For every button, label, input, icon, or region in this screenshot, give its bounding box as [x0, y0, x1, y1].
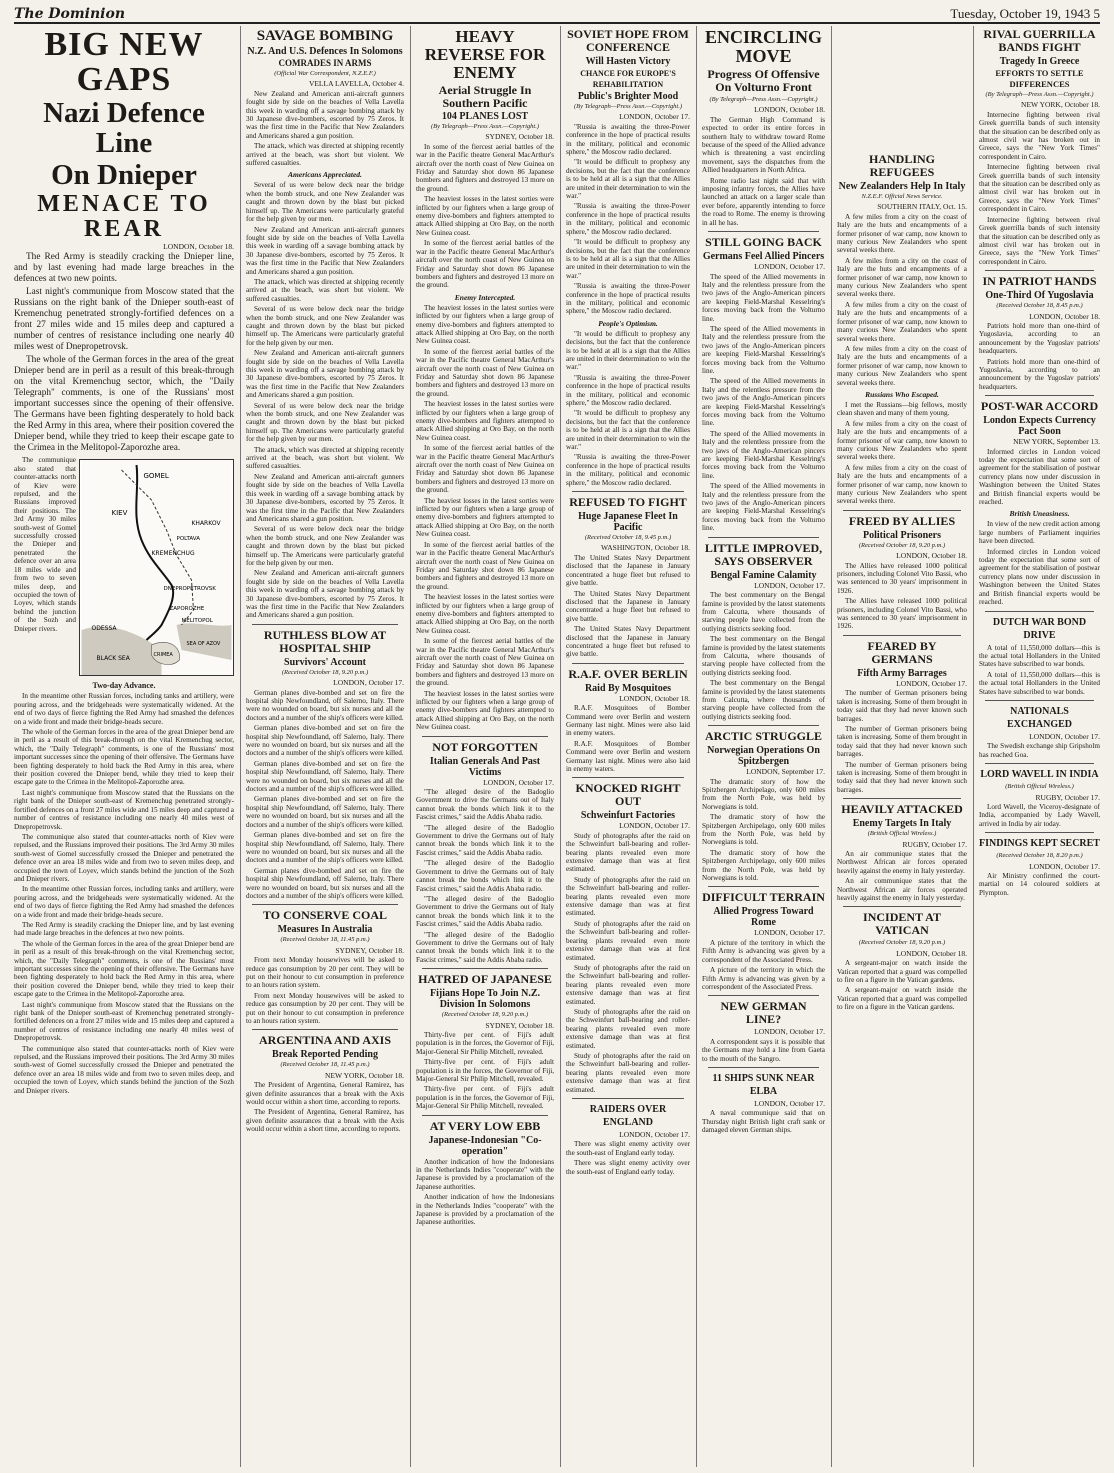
paragraph: The speed of the Allied movements in Italy and the relentless pressure from the two jaws of the Anglo-American pincers are keeping Field-Marshal Kesselring's forces moving back from the Volturno line.: [702, 377, 825, 428]
column-rule: [560, 26, 561, 1467]
subhead: Norwegian Operations On Spitzbergen: [707, 745, 820, 768]
credit-line: (Received October 18, 9.45 p.m.): [584, 534, 672, 542]
paragraph: Study of photographs after the raid on the Schweinfurt ball-bearing and roller-bearing plants revealed even more extensive damage than was at first estimated.: [566, 1007, 690, 1050]
paragraph: "The alleged desire of the Badoglio Government to drive the Germans out of Italy cannot break the bonds which link it to the Fascist crimes," said the Addis Ababa radio.: [416, 894, 554, 929]
paragraph: In some of the fiercest aerial battles of the war in the Pacific theatre General MacArthur's aircraft over the north coast of New Guinea on Friday and Saturday shot down 86 Japanese bombers and fighters and destroyed 13 more on the ground.: [416, 637, 554, 688]
headline: DIFFICULT TERRAIN: [702, 890, 825, 905]
paragraph: There was slight enemy activity over the south-east of England early today.: [566, 1140, 690, 1157]
subhead: Americans Appreciated.: [288, 170, 362, 180]
paragraph: A few miles from a city on the coast of Italy are the huts and encampments of a former prisoner of war camp, now known to many curious New Zealanders who spent several weeks there.: [837, 463, 967, 506]
subhead: Italian Generals And Past Victims: [429, 755, 541, 778]
column-rule: [696, 26, 697, 1467]
paragraph: The number of German prisoners being taken is increasing. Some of them brought in today said that they had never known such barrages.: [837, 760, 967, 794]
paragraph: The best commentary on the Bengal famine is provided by the latest statements from Calcutta, where thousands of starving people have collected from the outlying districts seeking food.: [702, 635, 825, 677]
headline-menace-to-rear: MENACE TO REAR: [37, 191, 211, 242]
paragraph: The heaviest losses in the latest sorties were inflicted by our fighters when a large group of enemy dive-bombers and fighters attempted to attack Allied shipping at Oro Bay, on the north New Guinea coast.: [416, 593, 554, 635]
headline: POST-WAR ACCORD: [980, 399, 1099, 414]
headline: INCIDENT AT VATICAN: [863, 910, 941, 938]
paragraph: Internecine fighting between rival Greek guerrilla bands of such intensity that the situation can be described only as almost civil war has broken out in Greece, says the "New York Times" correspondent in Cairo.: [979, 110, 1100, 161]
paragraph: The whole of the German forces in the area of the great Dnieper bend are in peril as a result of this break-through on the vital Kremenchug sector, which, the "Daily Telegraph" comments, is one of the Russians' most important successes since the opening of their offensive. The Germans have been fighting desperately to hold back the Red Army in this area, where their position covered the Dnieper bend, while they tried to keep their escape gate to the Crimea in the Melitopol-Zaporozhe area.: [14, 939, 234, 999]
paragraph: Patriots hold more than one-third of Yugoslavia, according to an announcement by the Yugoslav patriots' headquarters.: [979, 321, 1100, 356]
credit-line: (Received October 18, 9.20 p.m.): [858, 541, 946, 549]
paragraph: New Zealand and American anti-aircraft gunners fought side by side on the beaches of Vella Lavella this week in warding off a savage bombing attack by 30 Japanese dive-bombers, escorted by 75 Zeros. It was the first time in the Pacific that New Zealanders and Americans shared a gun position.: [246, 472, 404, 523]
paragraph: Rome radio last night said that with imposing infantry forces, the Allies have launched an attack on a larger scale than ever before, apparently intending to force the road to Rome. The enemy is throwing in all he has.: [702, 176, 825, 227]
credit-line: (British Official Wireless.): [1005, 783, 1074, 791]
paragraph: The communique also stated that counter-attacks north of Kiev were repulsed, and the Russians improved their positions. The 3rd Army 30 miles south-west of Gomel successfully crossed the Dnieper and penetrated the defence over an area 18 miles wide and from two to seven miles deep, and occupied the town of Loyev, which stands behind the junction of the Sozh and Dnieper rivers.: [14, 832, 234, 883]
headline: HANDLING REFUGEES: [868, 152, 935, 179]
paragraph: The dramatic story of how the Spitzbergen Archipelago, only 600 miles from the North Pole, was held by Norwegians is told.: [702, 777, 825, 811]
paragraph: In some of the fiercest aerial battles of the war in the Pacific theatre General MacArthur's aircraft over the north coast of New Guinea on Friday and Saturday shot down 86 Japanese bombers and fighters and destroyed 13 more on the ground.: [416, 444, 554, 495]
headline: RUTHLESS BLOW AT HOSPITAL SHIP: [263, 627, 387, 655]
paragraph: "It would be difficult to prophesy any decisions, but the fact that the conference is to be held at all is a sign that the Allies are united in their determination to win the war.": [566, 238, 690, 280]
paragraph: The President of Argentina, General Ramirez, has given definite assurances that a break with the Axis would occur within a short time, according to reports.: [246, 1108, 404, 1134]
dateline: LONDON, October 18.: [1029, 311, 1100, 321]
paragraph: The whole of the German forces in the area of the great Dnieper bend are in peril as a result of this break-through on the vital Kremenchug sector, which, the "Daily Telegraph" comments, is one of the Russians' most important successes since the opening of their offensive. The Germans have been fighting desperately to hold back the Red Army in this area, where their position covered the Dnieper bend, while they tried to keep their escape gate to the Crimea in the Melitopol-Zaporozhe area.: [14, 355, 234, 454]
credit-line: (By Telegraph—Press Assn.—Copyright.): [985, 91, 1094, 98]
dateline: LONDON, October 18.: [619, 693, 690, 703]
subhead: Enemy Intercepted.: [454, 292, 516, 302]
dateline: LONDON, October 18.: [754, 105, 825, 115]
paragraph: The Red Army is steadily cracking the Dnieper line, and by last evening had made large breaches in the defences at two new points.: [14, 252, 234, 285]
paragraph: The best commentary on the Bengal famine is provided by the latest statements from Calcutta, where thousands of starving people have collected from the outlying districts seeking food.: [702, 591, 825, 633]
subhead: Aerial Struggle In Southern Pacific: [438, 83, 532, 110]
dateline: LONDON, October 17.: [619, 112, 690, 122]
headline: ENCIRCLING MOVE: [704, 27, 823, 66]
paragraph: German planes dive-bombed and set on fire the hospital ship Newfoundland, off Salerno, Italy. There were no wounded on board, but six nurses and all the doctors and a number of the ship's officers were killed.: [246, 724, 404, 758]
paragraph: From next Monday housewives will be asked to reduce gas consumption by 20 per cent. They will be put on their honour to cut consumption in preference to an hours ration system.: [246, 991, 404, 1025]
paragraph: Several of us were below deck near the bridge when the bomb struck, and one New Zealander was caught and thrown down by the blast but picked himself up. The Americans were particularly grateful for the help given by our men.: [246, 305, 404, 347]
paragraph: The Allies have released 1000 political prisoners, including Colonel Vito Bassi, who was sentenced to 30 years' imprisonment in 1926.: [837, 561, 967, 595]
paragraph: Several of us were below deck near the bridge when the bomb struck, and one New Zealander was caught and thrown down by the blast but picked himself up. The Americans were particularly grateful for the help given by our men.: [246, 401, 404, 444]
paragraph: In some of the fiercest aerial battles of the war in the Pacific theatre General MacArthur's aircraft over the north coast of New Guinea on Friday and Saturday shot down 86 Japanese bombers and fighters and destroyed 13 more on the ground.: [416, 239, 554, 290]
map-label: KIEV: [111, 509, 128, 518]
subhead: Measures In Australia: [277, 924, 373, 936]
paper-name: The Dominion: [14, 6, 126, 22]
credit-line: (By Telegraph—Press Assn.—Copyright.): [709, 96, 818, 103]
dateline: LONDON, October 17.: [1029, 861, 1100, 871]
paragraph: The best commentary on the Bengal famine is provided by the latest statements from Calcutta, where thousands of starving people have collected from the outlying districts seeking food.: [702, 679, 825, 721]
paragraph: "The alleged desire of the Badoglio Government to drive the Germans out of Italy cannot break the bonds which link it to the Fascist crimes," said the Addis Ababa radio.: [416, 930, 554, 964]
paragraph: In view of the new credit action among large numbers of Parliament inquiries have been directed.: [979, 520, 1100, 546]
headline: HEAVY REVERSE FOR ENEMY: [424, 27, 546, 82]
paragraph: German planes dive-bombed and set on fire the hospital ship Newfoundland, off Salerno, Italy. There were no wounded on board, but six nurses and all the doctors and a number of the ship's officers were killed.: [246, 688, 404, 722]
paragraph: A picture of the territory in which the Fifth Army is advancing was given by a correspondent of the Associated Press.: [702, 938, 825, 964]
paragraph: R.A.F. Mosquitoes of Bomber Command were over Berlin and western Germany last night. Mines were also laid in enemy waters.: [566, 704, 690, 738]
headline: R.A.F. OVER BERLIN: [568, 666, 688, 681]
paragraph: A picture of the territory in which the Fifth Army is advancing was given by a correspondent of the Associated Press.: [702, 966, 825, 991]
paragraph: "It would be difficult to prophesy any decisions, but the fact that the conference is to be held at all is a sign that the Allies are united in their determination to win the war.": [566, 329, 690, 372]
dateline: LONDON, October 17.: [483, 777, 554, 787]
headline: NATIONALS EXCHANGED: [1006, 705, 1072, 730]
subhead: Japanese-Indonesian "Co-operation": [428, 1134, 542, 1157]
headline: NEW GERMAN LINE?: [720, 999, 807, 1027]
column-rule: [973, 26, 974, 1467]
paragraph: "Russia is awaiting the three-Power conference in the hope of practical results in the military, political and economic sphere," the Moscow radio declared.: [566, 453, 690, 487]
subhead: London Expects Currency Pact Soon: [983, 415, 1096, 438]
paragraph: A naval communique said that on Thursday night British light craft sank or damaged eleven German ships.: [702, 1109, 825, 1135]
subhead: N.Z. And U.S. Defences In Solomons: [247, 46, 403, 57]
dateline: LONDON, October 17.: [754, 928, 825, 938]
paragraph: Study of photographs after the raid on the Schweinfurt ball-bearing and roller-bearing plants revealed even more extensive damage than was at first estimated.: [566, 831, 690, 874]
dateline: RUGBY, October 17.: [1035, 792, 1100, 802]
paragraph: German planes dive-bombed and set on fire the hospital ship Newfoundland, off Salerno, Italy. There were no wounded on board, but six nurses and all the doctors and a number of the ship's officers were killed.: [246, 831, 404, 865]
headline: FINDINGS KEPT SECRET: [979, 838, 1100, 850]
paragraph: The heaviest losses in the latest sorties were inflicted by our fighters when a large group of enemy dive-bombers and fighters attempted to attack Allied shipping at Oro Bay, on the north New Guinea coast.: [416, 400, 554, 442]
headline: ARCTIC STRUGGLE: [704, 729, 823, 744]
credit-line: (Received October 18, 9.20 p.m.): [281, 668, 369, 676]
credit-line: (Received October 18, 8.45 p.m.): [996, 302, 1083, 310]
headline: STILL GOING BACK: [705, 235, 822, 250]
paragraph: Informed circles in London voiced today the expectation that some sort of agreement for the stabilisation of postwar currency plans now under discussion in Washington between the United States and British financial experts would be reached.: [979, 547, 1100, 607]
headline: RAIDERS OVER ENGLAND: [589, 1104, 667, 1128]
paragraph: A few miles from a city on the coast of Italy are the huts and encampments of a former prisoner of war camp, now known to many curious New Zealanders who spent several weeks there.: [837, 256, 967, 299]
subhead: COMRADES IN ARMS: [278, 58, 372, 68]
subhead: New Zealanders Help In Italy: [838, 181, 966, 192]
paragraph: Study of photographs after the raid on the Schweinfurt ball-bearing and roller-bearing plants revealed even more extensive damage than was at first estimated.: [566, 963, 690, 1006]
subhead: Public's Brighter Mood: [577, 91, 679, 102]
subhead: Fifth Army Barrages: [857, 667, 947, 679]
map-label: GOMEL: [143, 472, 169, 481]
credit-line: (Received October 18, 9.20 p.m.): [858, 939, 946, 947]
headline: FEARED BY GERMANS: [867, 638, 937, 666]
subhead: Political Prisoners: [862, 529, 942, 541]
headline: HEAVILY ATTACKED: [841, 802, 963, 817]
subhead: Fijians Hope To Join N.Z. Division In Solomons: [429, 988, 541, 1011]
paragraph: Patriots hold more than one-third of Yugoslavia, according to an announcement by the Yugoslav patriots' headquarters.: [979, 357, 1100, 391]
column-4: [566, 26, 690, 1467]
headline-on-dnieper: On Dnieper: [51, 158, 197, 191]
column-3: [416, 26, 554, 1467]
paragraph: The communique also stated that counter-attacks north of Kiev were repulsed, and the Russians improved their positions. The 3rd Army 30 miles south-west of Gomel successfully crossed the Dnieper and penetrated the defence over an area 18 miles wide and from two to seven miles deep, and occupied the town of Loyev, which stands behind the junction of the Sozh and Dnieper rivers.: [14, 456, 76, 633]
paragraph: A total of 11,550,000 dollars—this is the actual total Hollanders in the United States have subscribed to war bonds.: [979, 643, 1100, 669]
paragraph: In some of the fiercest aerial battles of the war in the Pacific theatre General MacArthur's aircraft over the north coast of New Guinea on Friday and Saturday shot down 86 Japanese bombers and fighters and destroyed 13 more on the ground.: [416, 142, 554, 193]
subhead: CHANCE FOR EUROPE'S REHABILITATION: [580, 69, 676, 89]
headline-nazi-defence-line: Nazi Defence Line: [43, 97, 205, 159]
map-label: BLACK SEA: [96, 655, 130, 663]
paragraph: Internecine fighting between rival Greek guerrilla bands of such intensity that the situation can be described only as almost civil war has broken out in Greece, says the "New York Times" correspondent in Cairo.: [979, 163, 1100, 214]
credit-line: (Official War Correspondent, N.Z.E.F.): [274, 70, 376, 77]
dateline: SYDNEY, October 18.: [335, 945, 404, 955]
paragraph: The United States Navy Department disclosed that the Japanese in January concentrated a huge fleet but refused to give battle.: [566, 553, 690, 588]
paragraph: "Russia is awaiting the three-Power conference in the hope of practical results in the military, political and economic sphere," the Moscow radio declared.: [566, 122, 690, 157]
dateline: SOUTHERN ITALY, Oct. 15.: [877, 202, 967, 212]
map-label: POLTAVA: [176, 536, 200, 543]
dateline: LONDON, October 17.: [754, 1098, 825, 1108]
subhead: Break Reported Pending: [272, 1049, 378, 1061]
paragraph: The dramatic story of how the Spitzbergen Archipelago, only 600 miles from the North Pole, was held by Norwegians is told.: [702, 848, 825, 883]
paragraph: "Russia is awaiting the three-Power conference in the hope of practical results in the military, political and economic sphere," the Moscow radio declared.: [566, 373, 690, 407]
paragraph: German planes dive-bombed and set on fire the hospital ship Newfoundland, off Salerno, Italy. There were no wounded on board, but six nurses and all the doctors and a number of the ship's officers were killed.: [246, 795, 404, 829]
column-6: [837, 26, 967, 1467]
headline: Progress Of Offensive On Volturno Front: [707, 67, 820, 94]
paragraph: Last night's communique from Moscow stated that the Russians on the right bank of the Dnieper south-east of Kremenchug penetrated strongly-fortified defences on a front 27 miles wide and 15 miles deep and captured a number of centres of resistance including one nearly 40 miles west of Dnepropetrovsk.: [14, 1000, 234, 1043]
dnieper-front-map: [79, 459, 234, 676]
subhead: Huge Japanese Fleet In Pacific: [578, 511, 678, 534]
dateline: LONDON, October 17.: [754, 1027, 825, 1037]
paragraph: The United States Navy Department disclosed that the Japanese in January concentrated a huge fleet but refused to give battle.: [566, 625, 690, 659]
paragraph: New Zealand and American anti-aircraft gunners fought side by side on the beaches of Vella Lavella this week in warding off a savage bombing attack by 30 Japanese dive-bombers, escorted by 75 Zeros. It was the first time in the Pacific that New Zealanders and Americans shared a gun position.: [246, 89, 404, 140]
subhead: EFFORTS TO SETTLE DIFFERENCES: [995, 68, 1084, 89]
paragraph: Thirty-five per cent. of Fiji's adult population is in the forces, the Governor of Fiji, Major-General Sir Philip Mitchell, revealed.: [416, 1085, 554, 1111]
column-1: [14, 26, 234, 1467]
paragraph: The speed of the Allied movements in Italy and the relentless pressure from the two jaws of the Anglo-American pincers are keeping Field-Marshal Kesselring's forces moving back from the Volturno line.: [702, 429, 825, 480]
dateline: SYDNEY, October 18.: [485, 132, 554, 142]
map-label: KHARKOV: [191, 520, 221, 528]
dateline: NEW YORK, October 18.: [1021, 100, 1100, 110]
paragraph: Another indication of how the Indonesians in the Netherlands Indies "cooperate" with the Japanese is provided by a proclamation of the Japanese authorities.: [416, 1157, 554, 1191]
subhead: Two-day Advance.: [92, 681, 156, 691]
headline: TO CONSERVE COAL: [262, 908, 388, 923]
paragraph: The Allies have released 1000 political prisoners, including Colonel Vito Bassi, who was sentenced to 30 years' imprisonment in 1926.: [837, 597, 967, 631]
headline: REFUSED TO FIGHT: [569, 495, 687, 510]
dateline: RUGBY, October 17.: [902, 839, 967, 849]
subhead: Russians Who Escaped.: [865, 389, 939, 399]
paragraph: "The alleged desire of the Badoglio Government to drive the Germans out of Italy cannot break the bonds which link it to the Fascist crimes," said the Addis Ababa radio.: [416, 823, 554, 857]
subhead: Enemy Targets In Italy: [852, 818, 952, 830]
credit-line: (Received October 18, 9.20 p.m.): [441, 1011, 529, 1019]
headline: HATRED OF JAPANESE: [418, 972, 552, 987]
column-rule: [240, 26, 241, 1467]
paragraph: "Russia is awaiting the three-Power conference in the hope of practical results in the military, political and economic sphere," the Moscow radio declared.: [566, 202, 690, 236]
paragraph: German planes dive-bombed and set on fire the hospital ship Newfoundland, off Salerno, Italy. There were no wounded on board, but six nurses and all the doctors and a number of the ship's officers were killed.: [246, 759, 404, 794]
headline: AT VERY LOW EBB: [429, 1118, 541, 1133]
paragraph: A correspondent says it is possible that the Germans may hold a line from Gaeta to the mouth of the Sangro.: [702, 1037, 825, 1063]
headline: SOVIET HOPE FROM CONFERENCE: [567, 27, 689, 54]
subhead: Will Hasten Victory: [585, 56, 671, 67]
paragraph: The United States Navy Department disclosed that the Japanese in January concentrated a huge fleet but refused to give battle.: [566, 589, 690, 623]
paragraph: The communique also stated that counter-attacks north of Kiev were repulsed, and the Russians improved their positions. The 3rd Army 30 miles south-west of Gomel successfully crossed the Dnieper and penetrated the defence over an area 18 miles wide and from two to seven miles deep, and occupied the town of Loyev, which stands behind the junction of the Sozh and Dnieper rivers.: [14, 1044, 234, 1095]
paragraph: The attack, which was directed at shipping recently arrived at the beach, was short but violent. We suffered casualties.: [246, 277, 404, 303]
paragraph: The heaviest losses in the latest sorties were inflicted by our fighters when a large group of enemy dive-bombers and fighters attempted to attack Allied shipping at Oro Bay, on the north New Guinea coast.: [416, 496, 554, 539]
paragraph: In the meantime other Russian forces, including tanks and artillery, were pouring across, and the bridgeheads were systematically widened. At the end of two days of fierce fighting the Red Army had smashed the defences on a wide front and made their bridge-heads secure.: [14, 692, 234, 726]
paragraph: The heaviest losses in the latest sorties were inflicted by our fighters when a large group of enemy dive-bombers and fighters attempted to attack Allied shipping at Oro Bay, on the north New Guinea coast.: [416, 195, 554, 237]
subhead: Bengal Famine Calamity: [710, 569, 817, 581]
subhead: 104 PLANES LOST: [441, 111, 529, 122]
paragraph: The heaviest losses in the latest sorties were inflicted by our fighters when a large group of enemy dive-bombers and fighters attempted to attack Allied shipping at Oro Bay, on the north New Guinea coast.: [416, 689, 554, 732]
paragraph: From next Monday housewives will be asked to reduce gas consumption by 20 per cent. They will be put on their honour to cut consumption in preference to an hours ration system.: [246, 956, 404, 990]
dateline: SYDNEY, October 18.: [485, 1020, 554, 1030]
paragraph: "The alleged desire of the Badoglio Government to drive the Germans out of Italy cannot break the bonds which link it to the Fascist crimes," said the Addis Ababa radio.: [416, 859, 554, 893]
headline: IN PATRIOT HANDS: [982, 274, 1097, 289]
paragraph: The whole of the German forces in the area of the great Dnieper bend are in peril as a result of this break-through on the vital Kremenchug sector, which, the "Daily Telegraph" comments, is one of the Russians' most important successes since the opening of their offensive. The Germans have been fighting desperately to hold back the Red Army in this area, where their position covered the Dnieper bend, while they tried to keep their escape gate to the Crimea in the Melitopol-Zaporozhe area.: [14, 728, 234, 787]
credit-line: (British Official Wireless.): [867, 830, 937, 838]
headline: 11 SHIPS SUNK NEAR ELBA: [712, 1072, 815, 1097]
subhead: Allied Progress Toward Rome: [713, 906, 814, 929]
paragraph: The number of German prisoners being taken is increasing. Some of them brought in today said that they had never known such barrages.: [837, 689, 967, 723]
dateline: LONDON, October 17.: [896, 678, 967, 688]
paragraph: "It would be difficult to prophesy any decisions, but the fact that the conference is to be held at all is a sign that the Allies are united in their determination to win the war.": [566, 158, 690, 201]
paragraph: Several of us were below deck near the bridge when the bomb struck, and one New Zealander was caught and thrown down by the blast but picked himself up. The Americans were particularly grateful for the help given by our men.: [246, 525, 404, 567]
paragraph: Internecine fighting between rival Greek guerrilla bands of such intensity that the situation can be described only as almost civil war has broken out in Greece, says the "New York Times" correspondent in Cairo.: [979, 215, 1100, 266]
map-label: SEA OF AZOV: [186, 641, 221, 648]
paragraph: A few miles from a city on the coast of Italy are the huts and encampments of a former prisoner of war camp, now known to many curious New Zealanders who spent several weeks there.: [837, 212, 967, 255]
dateline: LONDON, October 18.: [896, 948, 967, 958]
paragraph: New Zealand and American anti-aircraft gunners fought side by side on the beaches of Vella Lavella this week in warding off a savage bombing attack by 30 Japanese dive-bombers, escorted by 75 Zeros. It was the first time in the Pacific that New Zealanders and Americans shared a gun position.: [246, 349, 404, 400]
paragraph: Another indication of how the Indonesians in the Netherlands Indies "cooperate" with the Japanese is provided by a proclamation of the Japanese authorities.: [416, 1193, 554, 1227]
paragraph: The attack, which was directed at shipping recently arrived at the beach, was short but violent. We suffered casualties.: [246, 445, 404, 471]
headline: NOT FORGOTTEN: [432, 739, 538, 754]
paragraph: In the meantime other Russian forces, including tanks and artillery, were pouring across, and the bridgeheads were systematically widened. At the end of two days of fierce fighting the Red Army had smashed the defences on a wide front and made their bridge-heads secure.: [14, 885, 234, 919]
column-7: [979, 26, 1100, 1467]
headline: LITTLE IMPROVED, SAYS OBSERVER: [704, 540, 823, 568]
paragraph: The dramatic story of how the Spitzbergen Archipelago, only 600 miles from the North Pole, was held by Norwegians is told.: [702, 813, 825, 847]
paragraph: The attack, which was directed at shipping recently arrived at the beach, was short but violent. We suffered casualties.: [246, 142, 404, 168]
paragraph: Study of photographs after the raid on the Schweinfurt ball-bearing and roller-bearing plants revealed even more extensive damage than was at first estimated.: [566, 1051, 690, 1094]
paragraph: Study of photographs after the raid on the Schweinfurt ball-bearing and roller-bearing plants revealed even more extensive damage than was at first estimated.: [566, 919, 690, 962]
subhead: Schweinfurt Factories: [580, 810, 676, 822]
dateline: NEW YORK, October 18.: [325, 1070, 404, 1080]
paragraph: The Red Army is steadily cracking the Dnieper line, and by last evening had made large breaches in the defences at two new points.: [14, 920, 234, 938]
paragraph: I met the Russians—big fellows, mostly clean shaven and many of them young.: [837, 400, 967, 418]
paragraph: Lord Wavell, the Viceroy-designate of India, accompanied by Lady Wavell, arrived in India by air today.: [979, 802, 1100, 828]
paragraph: New Zealand and American anti-aircraft gunners fought side by side on the beaches of Vella Lavella this week in warding off a savage bombing attack by 30 Japanese dive-bombers, escorted by 75 Zeros. It was the first time in the Pacific that New Zealanders and Americans shared a gun position.: [246, 225, 404, 276]
paragraph: A few miles from a city on the coast of Italy are the huts and encampments of a former prisoner of war camp, now known to many curious New Zealanders who spent several weeks there.: [837, 419, 967, 462]
subhead: Raid By Mosquitoes: [584, 682, 672, 694]
paragraph: An air communique states that the Northwest African air forces operated heavily against the enemy in Italy yesterday.: [837, 849, 967, 875]
paragraph: Study of photographs after the raid on the Schweinfurt ball-bearing and roller-bearing plants revealed even more extensive damage than was at first estimated.: [566, 875, 690, 918]
paragraph: "It would be difficult to prophesy any decisions, but the fact that the conference is to be held at all is a sign that the Allies are united in their determination to win the war.": [566, 409, 690, 452]
credit-line: (Received October 18, 8.20 p.m.): [996, 852, 1083, 860]
paragraph: "Russia is awaiting the three-Power conference in the hope of practical results in the military, political and economic sphere," the Moscow radio declared.: [566, 282, 690, 316]
paragraph: An air communique states that the Northwest African air forces operated heavily against the enemy in Italy yesterday.: [837, 877, 967, 902]
subhead: One-Third Of Yugoslavia: [985, 290, 1094, 302]
column-2: [246, 26, 404, 1467]
column-rule: [831, 26, 832, 1467]
headline: RIVAL GUERRILLA BANDS FIGHT: [983, 27, 1096, 54]
dateline: NEW YORK, September 13.: [1013, 437, 1100, 447]
paragraph: In some of the fiercest aerial battles of the war in the Pacific theatre General MacArthur's aircraft over the north coast of New Guinea on Friday and Saturday shot down 86 Japanese bombers and fighters and destroyed 13 more on the ground.: [416, 347, 554, 398]
paragraph: A sergeant-major on watch inside the Vatican reported that a guard was compelled to fire on a figure in the Vatican gardens.: [837, 959, 967, 985]
paragraph: Several of us were below deck near the bridge when the bomb struck, and one New Zealander was caught and thrown down by the blast but picked himself up. The Americans were particularly grateful for the help given by our men.: [246, 181, 404, 224]
dateline: LONDON, October 17.: [754, 262, 825, 272]
headline: KNOCKED RIGHT OUT: [575, 781, 681, 809]
paragraph: The speed of the Allied movements in Italy and the relentless pressure from the two jaws of the Anglo-American pincers are keeping Field-Marshal Kesselring's forces moving back from the Volturno line.: [702, 324, 825, 375]
paragraph: Informed circles in London voiced today the expectation that some sort of agreement for the stabilisation of postwar currency plans now under discussion in Washington between the United States and British financial experts would be reached.: [979, 447, 1100, 507]
paragraph: Thirty-five per cent. of Fiji's adult population is in the forces, the Governor of Fiji, Major-General Sir Philip Mitchell, revealed.: [416, 1030, 554, 1056]
paragraph: The speed of the Allied movements in Italy and the relentless pressure from the two jaws of the Anglo-American pincers are keeping Field-Marshal Kesselring's forces moving back from the Volturno line.: [702, 482, 825, 533]
map-label: ZAPOROZHE: [169, 606, 205, 613]
paragraph: The German High Command is expected to order its entire forces in southern Italy to withdraw toward Rome because of the speed of the Allied advance which is threatening a vast encircling movement, says the dispatches from the Allied headquarters in North Africa.: [702, 115, 825, 175]
dateline: VELLA LAVELLA, October 4.: [308, 79, 404, 89]
paragraph: R.A.F. Mosquitoes of Bomber Command were over Berlin and western Germany last night. Mines were also laid in enemy waters.: [566, 739, 690, 773]
paragraph: "The alleged desire of the Badoglio Government to drive the Germans out of Italy cannot break the bonds which link it to the Fascist crimes," said the Addis Ababa radio.: [416, 788, 554, 822]
issue-date: Tuesday, October 19, 1943 5: [950, 6, 1100, 21]
map-label: DNEPROPETROVSK: [163, 586, 216, 593]
subhead: Tragedy In Greece: [999, 56, 1080, 67]
paragraph: New Zealand and American anti-aircraft gunners fought side by side on the beaches of Vella Lavella this week in warding off a savage bombing attack by 30 Japanese dive-bombers, escorted by 75 Zeros. It was the first time in the Pacific that New Zealanders and Americans shared a gun position.: [246, 569, 404, 620]
paragraph: Last night's communique from Moscow stated that the Russians on the right bank of the Dnieper south-east of Kremenchug penetrated strongly-fortified defences on a front 27 miles wide and 15 miles deep and captured a number of centres of resistance including one nearly 40 miles west of Dnepropetrovsk.: [14, 287, 234, 353]
paragraph: A few miles from a city on the coast of Italy are the huts and encampments of a former prisoner of war camp, now known to many curious New Zealanders who spent several weeks there.: [837, 344, 967, 387]
paragraph: The number of German prisoners being taken is increasing. Some of them brought in today said that they had never known such barrages.: [837, 724, 967, 759]
dateline: LONDON, October 17.: [333, 678, 404, 688]
paragraph: The heaviest losses in the latest sorties were inflicted by our fighters when a large group of enemy dive-bombers and fighters attempted to attack Allied shipping at Oro Bay, on the north New Guinea coast.: [416, 303, 554, 346]
credit-line: (By Telegraph—Press Assn.—Copyright.): [573, 103, 683, 110]
map-label: MELITOPOL: [181, 618, 213, 625]
headline: FREED BY ALLIES: [848, 513, 956, 528]
headline: ARGENTINA AND AXIS: [258, 1033, 392, 1048]
dateline: LONDON, October 18.: [163, 242, 234, 252]
map-label: KREMENCHUG: [151, 550, 195, 558]
subhead: British Uneasiness.: [1009, 509, 1070, 519]
dateline: LONDON, October 17.: [619, 1130, 690, 1139]
subhead: People's Optimism.: [598, 318, 658, 328]
headline: DUTCH WAR BOND DRIVE: [992, 616, 1087, 641]
subhead: Germans Feel Allied Pincers: [702, 251, 825, 263]
paragraph: Last night's communique from Moscow stated that the Russians on the right bank of the Dnieper south-east of Kremenchug penetrated strongly-fortified defences on a front 27 miles wide and 15 miles deep and captured a number of centres of resistance including one nearly 40 miles west of Dnepropetrovsk.: [14, 788, 234, 831]
dateline: LONDON, October 17.: [754, 580, 825, 590]
credit-line: (Received October 18, 11.45 p.m.): [280, 936, 370, 944]
subhead: Survivors' Account: [284, 656, 366, 668]
dateline: LONDON, October 17.: [1029, 731, 1100, 741]
paragraph: The President of Argentina, General Ramirez, has given definite assurances that a break with the Axis would occur within a short time, according to reports.: [246, 1081, 404, 1107]
map-label: ODESSA: [91, 625, 117, 633]
paragraph: In some of the fiercest aerial battles of the war in the Pacific theatre General MacArthur's aircraft over the north coast of New Guinea on Friday and Saturday shot down 86 Japanese bombers and fighters and destroyed 13 more on the ground.: [416, 540, 554, 591]
paragraph: There was slight enemy activity over the south-east of England early today.: [566, 1159, 690, 1176]
paragraph: Air Ministry confirmed the court-martial on 14 coloured soldiers at Plympton.: [979, 872, 1100, 897]
dateline: LONDON, September 17.: [746, 767, 825, 777]
paragraph: The speed of the Allied movements in Italy and the relentless pressure from the two jaws of the Anglo-American pincers are keeping Field-Marshal Kesselring's forces moving back from the Volturno line.: [702, 272, 825, 323]
credit-line: (By Telegraph—Press Assn.—Copyright.): [430, 123, 540, 130]
paragraph: The Swedish exchange ship Gripsholm has reached Goa.: [979, 742, 1100, 759]
masthead: [14, 6, 1100, 24]
paragraph: A sergeant-major on watch inside the Vatican reported that a guard was compelled to fire on a figure in the Vatican gardens.: [837, 986, 967, 1012]
paragraph: A few miles from a city on the coast of Italy are the huts and encampments of a former prisoner of war camp, now known to many curious New Zealanders who spent several weeks there.: [837, 300, 967, 343]
headline: SAVAGE BOMBING: [256, 28, 394, 44]
dateline: WASHINGTON, October 18.: [600, 543, 690, 553]
dateline: LONDON, October 18.: [896, 551, 967, 561]
headline: LORD WAVELL IN INDIA: [980, 769, 1099, 781]
headline-big-new-gaps: BIG NEW GAPS: [44, 26, 204, 98]
column-5: [702, 26, 825, 1467]
map-label: CRIMEA: [153, 652, 173, 659]
paragraph: German planes dive-bombed and set on fire the hospital ship Newfoundland, off Salerno, Italy. There were no wounded on board, but six nurses and all the doctors and a number of the ship's officers were killed.: [246, 866, 404, 900]
column-rule: [410, 26, 411, 1467]
credit-line: N.Z.E.F. Official News Service.: [861, 193, 943, 200]
paragraph: Thirty-five per cent. of Fiji's adult population is in the forces, the Governor of Fiji, Major-General Sir Philip Mitchell, revealed.: [416, 1058, 554, 1083]
paragraph: A total of 11,550,000 dollars—this is the actual total Hollanders in the United States have subscribed to war bonds.: [979, 670, 1100, 696]
credit-line: (Received October 18, 11.45 p.m.): [280, 1061, 370, 1069]
dateline: LONDON, October 17.: [619, 821, 690, 831]
